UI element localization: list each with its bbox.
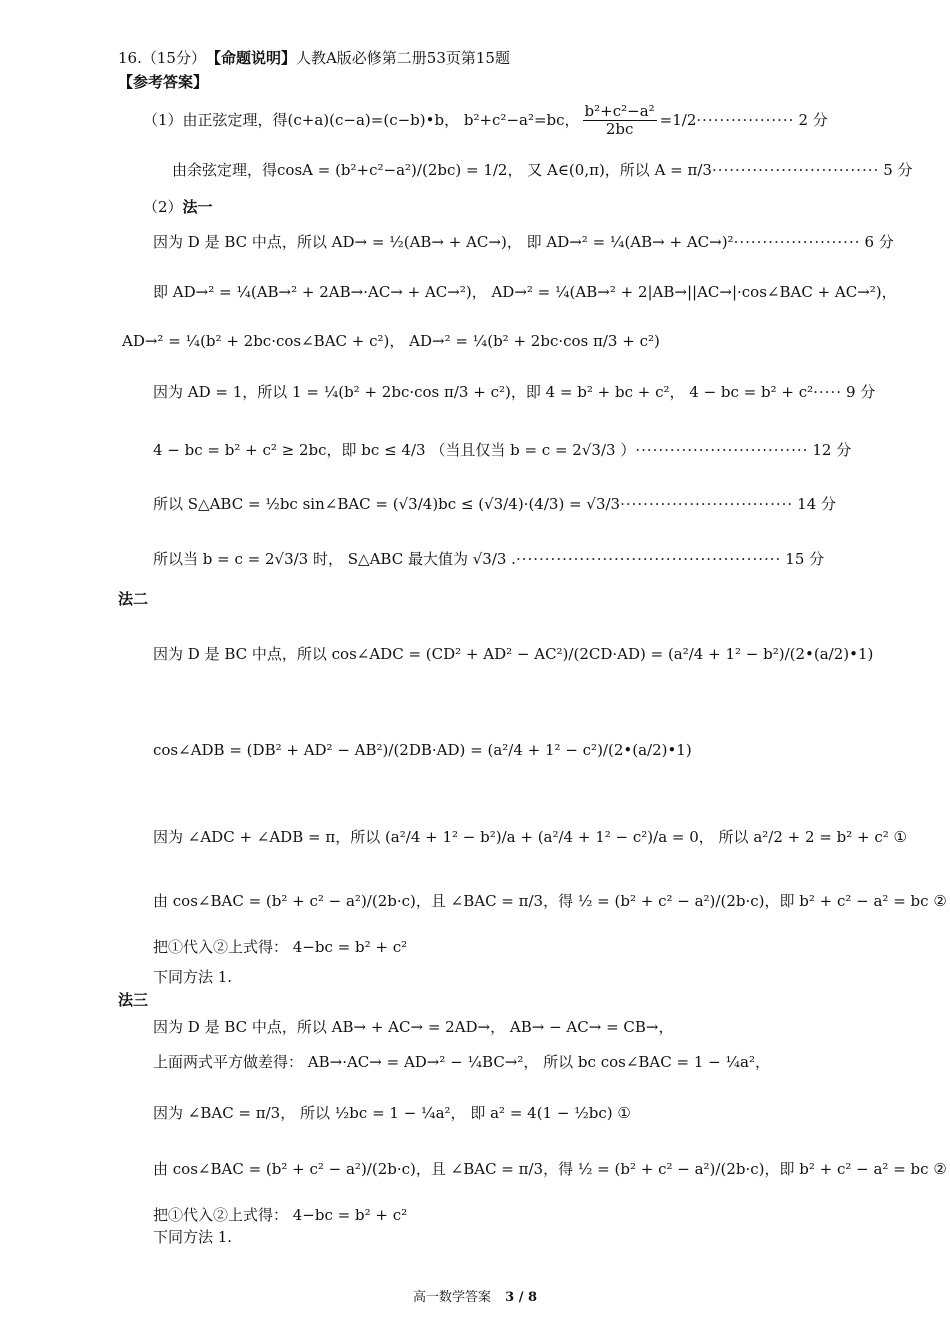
m1-line-5	[153, 442, 851, 459]
score: 12 分	[812, 441, 852, 459]
leader-dots: ······················	[733, 233, 861, 251]
score: 15 分	[785, 550, 825, 568]
part1-line1-rhs: =1/2	[659, 111, 697, 130]
part1-line1	[143, 103, 828, 139]
m3-line-4	[153, 1161, 947, 1178]
m3-line-2	[153, 1054, 770, 1071]
leader-dots: ·····	[813, 383, 842, 401]
m1-line-text: 因为 D 是 BC 中点，所以 AD→ = ½(AB→ + AC→)， 即 AD→² = ¼(AB→ + AC→)²	[153, 233, 734, 251]
score: 5 分	[883, 161, 913, 179]
m1-line-text: 因为 AD = 1，所以 1 = ¼(b² + 2bc·cos π/3 + c²)，即 4 = b² + bc + c²， 4 − bc = b² + c²	[153, 383, 814, 401]
part1-line1-eq: (c+a)(c−a)=(c−b)•b， b²+c²−a²=bc，	[287, 111, 580, 130]
m2-line-text: 因为 D 是 BC 中点，所以 cos∠ADC = (CD² + AD² − AC²)/(2CD·AD) = (a²/4 + 1² − b²)/(2•(a/2)•1)	[153, 645, 874, 663]
score: 6 分	[864, 233, 894, 251]
leader-dots: ·····························	[711, 161, 880, 179]
m2-line-3	[153, 829, 907, 846]
fraction-numerator: b²+c²−a²	[584, 102, 655, 120]
m3-line-text: 因为 ∠BAC = π/3， 所以 ½bc = 1 − ¼a²， 即 a² = 4(1 − ½bc) ①	[153, 1104, 631, 1122]
part1-line2-eq: cosA = (b²+c²−a²)/(2bc) = 1/2， 又 A∈(0,π)，所以 A = π/3	[277, 161, 712, 179]
m2-line-text: 因为 ∠ADC + ∠ADB = π，所以 (a²/4 + 1² − b²)/a + (a²/4 + 1² − c²)/a = 0， 所以 a²/2 + 2 = b² + c² ①	[153, 828, 907, 846]
m3-line-text: 下同方法 1.	[153, 1228, 233, 1246]
m1-line-text: 4 − bc = b² + c² ≥ 2bc，即 bc ≤ 4/3 （当且仅当 b = c = 2√3/3 ）	[153, 441, 636, 459]
footer-subject: 高一数学答案	[412, 1290, 491, 1305]
part2-header	[143, 199, 213, 216]
m1-line-text: AD→² = ¼(b² + 2bc·cos∠BAC + c²)， AD→² = ¼(b² + 2bc·cos π/3 + c²)	[122, 332, 660, 350]
m2-line-6	[153, 969, 232, 986]
footer-page-number: 3 / 8	[505, 1290, 538, 1305]
m1-line-1	[153, 234, 894, 251]
leader-dots: ·················	[696, 111, 795, 130]
question-tag: 【命题说明】	[205, 49, 296, 67]
m2-line-1	[153, 646, 873, 663]
m2-line-text: 下同方法 1.	[153, 968, 233, 986]
part1-line2	[172, 162, 913, 179]
method2-label: 法二	[118, 590, 149, 608]
method1-label: 法一	[182, 198, 213, 216]
m1-line-text: 所以 S△ABC = ½bc sin∠BAC = (√3/4)bc ≤ (√3/4)·(4/3) = √3/3	[153, 495, 621, 513]
m1-line-3	[122, 333, 660, 350]
m3-line-5	[153, 1207, 407, 1224]
method3-label: 法三	[118, 991, 149, 1009]
answer-label: 【参考答案】	[118, 73, 209, 91]
m1-line-4	[153, 384, 875, 401]
m2-line-text: 由 cos∠BAC = (b² + c² − a²)/(2b·c)，且 ∠BAC = π/3，得 ½ = (b² + c² − a²)/(2b·c)，即 b² + c² − a² = bc ②	[153, 892, 947, 910]
part1-line1-lead: （1）由正弦定理，得	[143, 111, 288, 130]
question-source: 人教A版必修第二册53页第15题	[295, 49, 510, 67]
score: 2 分	[798, 111, 828, 130]
m3-line-text: 因为 D 是 BC 中点，所以 AB→ + AC→ = 2AD→， AB→ − AC→ = CB→，	[153, 1018, 674, 1036]
fraction-denominator: 2bc	[605, 120, 634, 139]
m1-line-2	[153, 284, 897, 301]
m2-line-5	[153, 939, 407, 956]
m2-line-2	[153, 742, 692, 759]
m3-line-text: 把①代入②上式得： 4−bc = b² + c²	[153, 1206, 408, 1224]
question-number: 16.（15分）	[118, 49, 206, 67]
score: 9 分	[846, 383, 876, 401]
question-header	[118, 50, 510, 67]
part2-label: （2）	[143, 198, 183, 216]
leader-dots: ······························	[635, 441, 809, 459]
m3-line-3	[153, 1105, 631, 1122]
m2-line-text: cos∠ADB = (DB² + AD² − AB²)/(2DB·AD) = (a²/4 + 1² − c²)/(2•(a/2)•1)	[153, 741, 692, 759]
m1-line-text: 所以当 b = c = 2√3/3 时， S△ABC 最大值为 √3/3 .	[153, 550, 516, 568]
part1-line2-lead: 由余弦定理，得	[172, 161, 278, 179]
m2-line-text: 把①代入②上式得： 4−bc = b² + c²	[153, 938, 408, 956]
m3-line-1	[153, 1019, 673, 1036]
leader-dots: ······························	[620, 495, 794, 513]
m3-line-text: 上面两式平方做差得： AB→·AC→ = AD→² − ¼BC→²， 所以 bc cos∠BAC = 1 − ¼a²，	[153, 1053, 770, 1071]
m2-line-4	[153, 893, 947, 910]
m1-line-text: 即 AD→² = ¼(AB→² + 2AB→·AC→ + AC→²)， AD→² = ¼(AB→² + 2|AB→||AC→|·cos∠BAC + AC→²)，	[153, 283, 897, 301]
page-footer	[0, 1286, 950, 1305]
m3-line-6	[153, 1229, 232, 1246]
m1-line-7	[153, 551, 824, 568]
score: 14 分	[797, 495, 837, 513]
m3-line-text: 由 cos∠BAC = (b² + c² − a²)/(2b·c)，且 ∠BAC = π/3，得 ½ = (b² + c² − a²)/(2b·c)，即 b² + c² − a² = bc ②	[153, 1160, 947, 1178]
part1-line1-fraction	[583, 103, 657, 139]
m1-line-6	[153, 496, 836, 513]
leader-dots: ··············································	[515, 550, 782, 568]
